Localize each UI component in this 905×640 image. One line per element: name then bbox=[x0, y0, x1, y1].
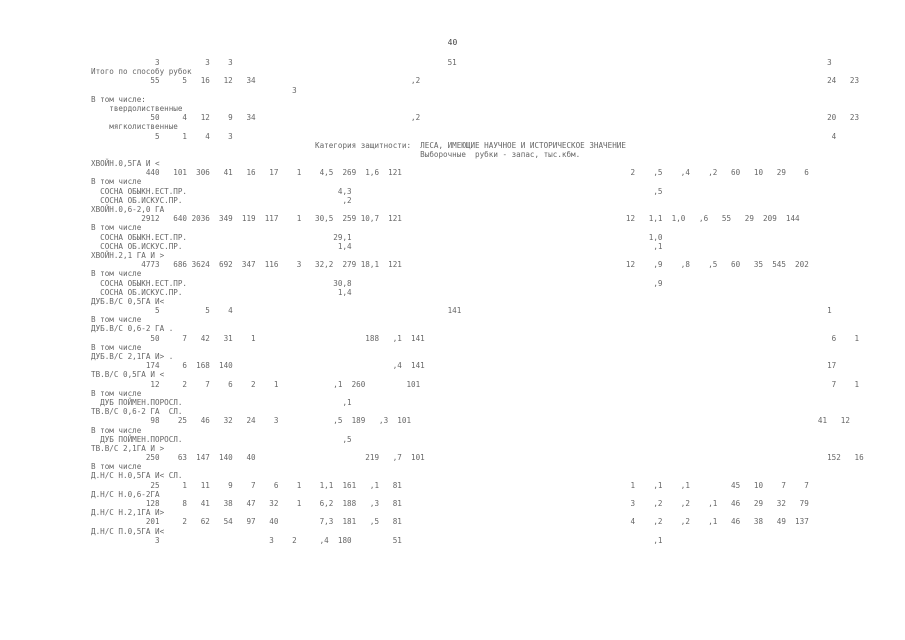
report-line: 55 5 16 12 34 ,2 24 23 bbox=[91, 76, 860, 86]
report-line: мягколиственные bbox=[91, 122, 178, 132]
report-line: В том числе: bbox=[91, 94, 146, 104]
report-line: СОСНА ОБЫКН.ЕСТ.ПР. 29,1 1,0 bbox=[91, 232, 663, 242]
report-line: В том числе bbox=[91, 342, 142, 352]
report-line: 98 25 46 32 24 3 ,5 189 ,3 101 41 12 bbox=[91, 416, 850, 426]
page-number: 40 bbox=[447, 38, 458, 47]
report-line: 25 1 11 9 7 6 1 1,1 161 ,1 81 1 ,1 ,1 45 10 7 7 bbox=[91, 480, 809, 490]
report-line: ДУБ.В/С 0,6-2 ГА . bbox=[91, 324, 174, 334]
report-line: ТВ.В/С 2,1ГА И > bbox=[91, 443, 165, 453]
report-line: СОСНА ОБ.ИСКУС.ПР. 1,4 bbox=[91, 287, 352, 297]
report-line: ДУБ.В/С 2,1ГА И> . bbox=[91, 352, 174, 361]
report-line: 3 3 3 51 3 bbox=[91, 58, 832, 67]
report-line: 250 63 147 140 40 219 ,7 101 152 16 bbox=[91, 453, 864, 463]
report-line: Д.Н/С Н.2,1ГА И> bbox=[91, 508, 165, 518]
report-line: 174 6 168 140 ,4 141 17 bbox=[91, 361, 837, 371]
report-line: В том числе bbox=[91, 315, 142, 325]
report-line: ДУБ ПОЙМЕН.ПОРОСЛ. ,1 bbox=[91, 397, 352, 407]
report-line: ХВОЙН.0,6-2,0 ГА bbox=[91, 205, 165, 214]
report-line: В том числе bbox=[91, 177, 142, 187]
report-line: СОСНА ОБЫКН.ЕСТ.ПР. 4,3 ,5 bbox=[91, 186, 663, 196]
report-line: ХВОЙН.2,1 ГА И > bbox=[91, 250, 165, 260]
report-line: В том числе bbox=[91, 223, 142, 233]
report-line: 2912 640 2036 349 119 117 1 30,5 259 10,7 121 12 1,1 1,0 ,6 55 29 209 144 bbox=[91, 214, 800, 224]
report-line: Д.Н/С Н.0,5ГА И< СЛ. bbox=[91, 471, 183, 481]
report-line: 50 7 42 31 1 188 ,1 141 6 1 bbox=[91, 333, 860, 343]
report-line: ТВ.В/С 0,5ГА И < bbox=[91, 370, 165, 380]
report-line: 440 101 306 41 16 17 1 4,5 269 1,6 121 2 ,5 ,4 ,2 60 10 29 6 bbox=[91, 168, 809, 178]
report-line: СОСНА ОБ.ИСКУС.ПР. 1,4 ,1 bbox=[91, 241, 663, 251]
report-line: 3 3 2 ,4 180 51 ,1 bbox=[91, 535, 663, 545]
report-line: СОСНА ОБ.ИСКУС.ПР. ,2 bbox=[91, 195, 352, 205]
report-line: ТВ.В/С 0,6-2 ГА СЛ. bbox=[91, 407, 183, 417]
report-line: твердолиственные bbox=[91, 103, 183, 113]
report-line: 5 5 4 141 1 bbox=[91, 306, 832, 316]
report-line: ХВОЙН.0,5ГА И < bbox=[91, 159, 160, 169]
report-line: Д.Н/С Н.0,6-2ГА bbox=[91, 489, 160, 499]
report-line: Категория защитности: ЛЕСА, ИМЕЮЩИЕ НАУЧНОЕ И ИСТОРИЧЕСКОЕ ЗНАЧЕНИЕ bbox=[91, 140, 626, 150]
report-line: В том числе bbox=[91, 462, 142, 472]
report-line: Выборочные рубки - запас, тыс.кбм. bbox=[91, 149, 581, 159]
report-line: 12 2 7 6 2 1 ,1 260 101 7 1 bbox=[91, 379, 860, 389]
report-line: ДУБ.В/С 0,5ГА И< bbox=[91, 296, 165, 306]
report-line: В том числе bbox=[91, 425, 142, 435]
report-line: Д.Н/С П.0,5ГА И< bbox=[91, 526, 165, 536]
report-line: 3 bbox=[91, 85, 297, 95]
report-line: Итого по способу рубок bbox=[91, 67, 192, 77]
report-line: 50 4 12 9 34 ,2 20 23 bbox=[91, 113, 860, 123]
report-line: 5 1 4 3 4 bbox=[91, 131, 837, 141]
report-body bbox=[91, 58, 864, 545]
report-line: ДУБ ПОЙМЕН.ПОРОСЛ. ,5 bbox=[91, 434, 352, 444]
report-line: В том числе bbox=[91, 269, 142, 279]
report-line: СОСНА ОБЫКН.ЕСТ.ПР. 30,8 ,9 bbox=[91, 278, 663, 288]
report-line: 201 2 62 54 97 40 7,3 181 ,5 81 4 ,2 ,2 ,1 46 38 49 137 bbox=[91, 517, 809, 527]
report-line: В том числе bbox=[91, 388, 142, 398]
report-line: 128 8 41 38 47 32 1 6,2 188 ,3 81 3 ,2 ,2 ,1 46 29 32 79 bbox=[91, 499, 809, 508]
report-line: 4773 686 3624 692 347 116 3 32,2 279 18,1 121 12 ,9 ,8 ,5 60 35 545 202 bbox=[91, 260, 809, 270]
